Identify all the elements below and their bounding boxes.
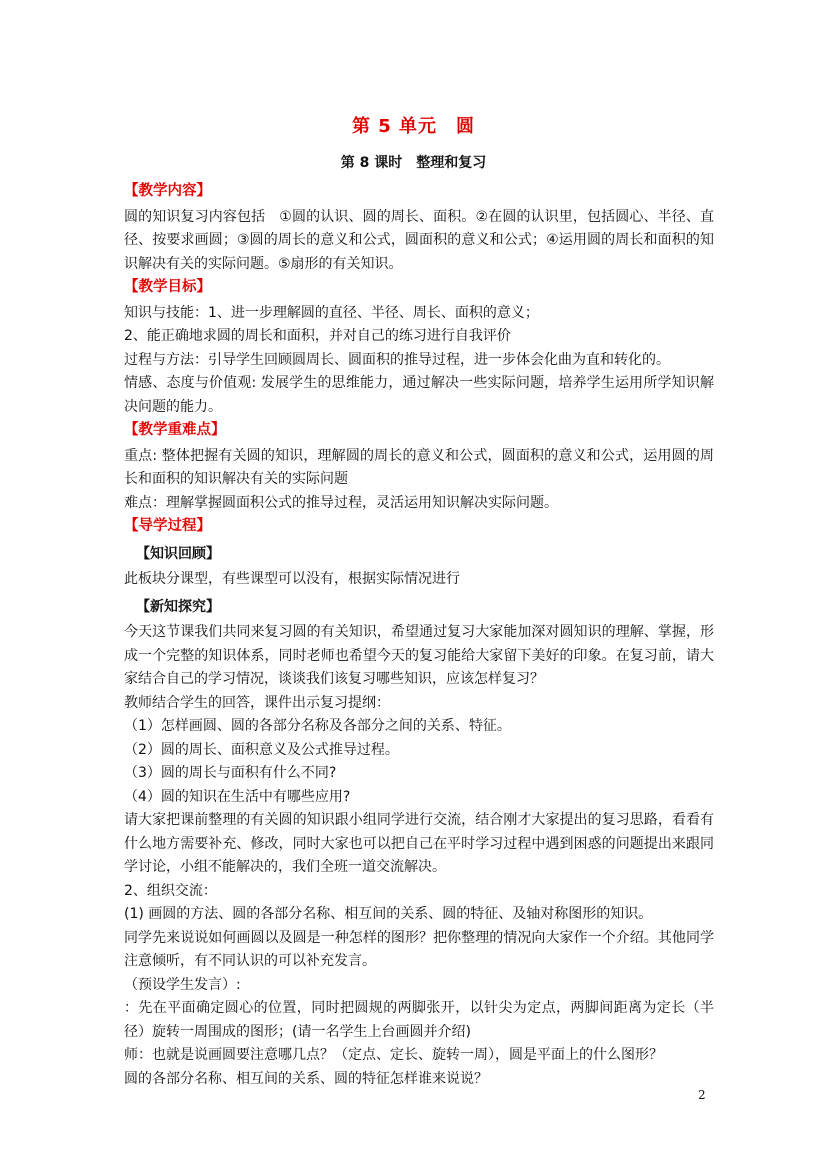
lesson-subtitle: 第 8 课时 整理和复习 bbox=[340, 155, 487, 171]
paragraph: 2、能正确地求圆的周长和面积，并对自己的练习进行自我评价 bbox=[124, 328, 511, 344]
paragraph: 师：也就是说画圆要注意哪几点？（定点、定长、旋转一周），圆是平面上的什么图形？ bbox=[124, 1047, 663, 1063]
page-number: 2 bbox=[698, 1088, 706, 1102]
paragraph: 重点: 整体把握有关圆的知识，理解圆的周长的意义和公式，圆面积的意义和公式，运用圆的周长和面积的知识解决有关的实际问题 bbox=[124, 447, 714, 487]
document-body bbox=[124, 180, 714, 1091]
paragraph: 过程与方法：引导学生回顾圆周长、圆面积的推导过程，进一步体会化曲为直和转化的。 bbox=[124, 351, 670, 368]
paragraph: 同学先来说说如何画圆以及圆是一种怎样的图形？把你整理的情况向大家作一个介绍。其他同学注意倾听，有不同认识的可以补充发言。 bbox=[124, 929, 714, 969]
paragraph: 请大家把课前整理的有关圆的知识跟小组同学进行交流，结合刚才大家提出的复习思路，看看有什么地方需要补充、修改，同时大家也可以把自己在平时学习过程中遇到困惑的问题提出来跟同学讨论，小组不能解决的，我们全班一道交流解决。 bbox=[124, 812, 714, 875]
section-heading-keypoints: 【教学重难点】 bbox=[124, 422, 226, 438]
paragraph: 难点：理解掌握圆面积公式的推导过程，灵活运用知识解决实际问题。 bbox=[124, 494, 558, 511]
section-heading-goals: 【教学目标】 bbox=[124, 279, 211, 295]
paragraph: （1）怎样画圆、圆的各部分名称及各部分之间的关系、特征。 bbox=[124, 718, 511, 734]
paragraph: （2）圆的周长、面积意义及公式推导过程。 bbox=[124, 741, 399, 758]
paragraph: 教师结合学生的回答，课件出示复习提纲： bbox=[124, 694, 390, 711]
paragraph: 知识与技能：1、进一步理解圆的直径、半径、周长、面积的意义； bbox=[124, 304, 539, 321]
paragraph: 今天这节课我们共同来复习圆的有关知识，希望通过复习大家能加深对圆知识的理解、掌握，形成一个完整的知识体系，同时老师也希望今天的复习能给大家留下美好的印象。在复习前，请大家结合自己的学习情况，谈谈我们该复习哪些知识，应该怎样复习？ bbox=[124, 624, 714, 687]
subheading-explore: 【新知探究】 bbox=[136, 598, 220, 615]
paragraph: 圆的知识复习内容包括 ①圆的认识、圆的周长、面积。②在圆的认识里，包括圆心、半径、直径、按要求画圆；③圆的周长的意义和公式，圆面积的意义和公式；④运用圆的周长和面积的知识解决有关的实际问题。⑤扇形的有关知识。 bbox=[124, 208, 714, 272]
section-heading-content: 【教学内容】 bbox=[124, 183, 211, 199]
unit-title: 第 5 单元 圆 bbox=[351, 116, 476, 137]
paragraph: 2、组织交流： bbox=[124, 882, 217, 899]
paragraph: 此板块分课型，有些课型可以没有，根据实际情况进行 bbox=[124, 571, 460, 587]
paragraph: （预设学生发言）: bbox=[124, 976, 241, 993]
subheading-review: 【知识回顾】 bbox=[136, 545, 220, 562]
paragraph: 情感、态度与价值观: 发展学生的思维能力，通过解决一些实际问题，培养学生运用所学知识解决问题的能力。 bbox=[124, 375, 714, 415]
paragraph: (1) 画圆的方法、圆的各部分名称、相互间的关系、圆的特征、及轴对称图形的知识。 bbox=[124, 906, 653, 922]
paragraph: 圆的各部分名称、相互间的关系、圆的特征怎样谁来说说？ bbox=[124, 1070, 488, 1087]
paragraph: ：先在平面确定圆心的位置，同时把圆规的两脚张开，以针尖为定点，两脚间距离为定长（半径）旋转一周围成的图形；(请一名学生上台画圆并介绍) bbox=[124, 1000, 714, 1040]
section-heading-process: 【导学过程】 bbox=[124, 518, 211, 534]
paragraph: （3）圆的周长与面积有什么不同? bbox=[124, 765, 337, 781]
paragraph: （4）圆的知识在生活中有哪些应用? bbox=[124, 788, 351, 805]
